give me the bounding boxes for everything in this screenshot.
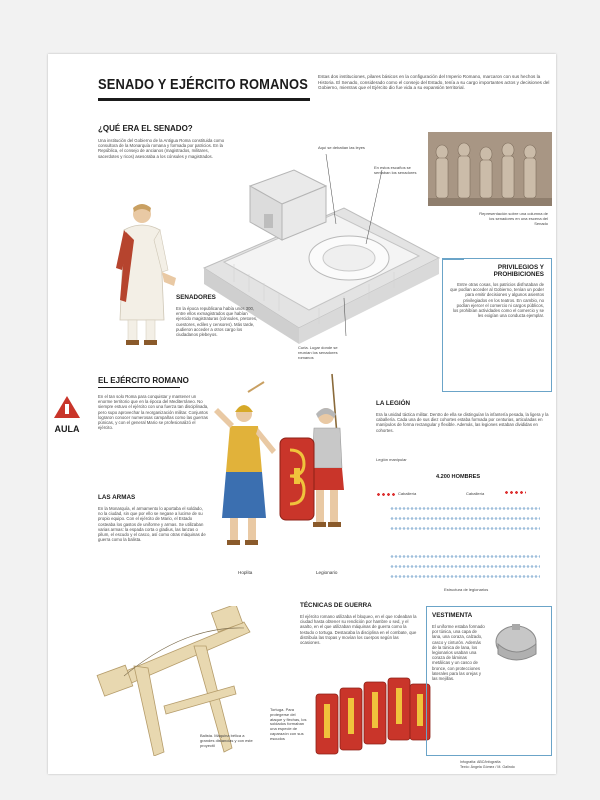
soldiers-illustration: [208, 372, 368, 568]
armas-text: En la Monarquía, el armamento lo aportaba el soldado, no la ciudad, sin que por ello se negase a lucirse de su propio equipo. Con el ejército de Mario, el Estado costeaba los gastos de uniforme y armas. Se utilizaban varias armas: la espada corta o gladius, las lanzas o pilum, el escudo y el casco, así como otras máquinas de guerra como la balista.: [98, 506, 206, 543]
cavalry-label-left: Caballería: [398, 491, 417, 496]
ejercito-rule: [98, 387, 180, 388]
ejercito-text: En el tan solo Roma para conquistar y mantener un enorme territorio que en la época del Mediterráneo. No siempre estuvo el ejército con una fuerza tan disciplinada, pero supo aprovechar la reorganización militar. Conjuntos lograron conocer numerosas campañas como las guerras púnicas, y con el general Mario se profesionalizó el ejército.: [98, 394, 209, 431]
aula-badge-label: AULA: [54, 424, 80, 434]
legion-row-3: [390, 526, 540, 531]
legion-heading: LA LEGIÓN: [376, 400, 411, 407]
cavalry-dots-left: [376, 492, 396, 497]
legion-row-6: [390, 574, 540, 579]
testudo-caption: Tortuga. Para protegerse del ataque y flechas, los soldados formaban una especie de caparazón con sus escudos: [270, 707, 307, 741]
relief-caption: Representación sobre una columna de los senadores en una escena del Senado: [479, 211, 548, 226]
senators-relief-photo: [428, 132, 552, 206]
vestimenta-text: El uniforme estaba formado por túnica, una capa de lana, una coraza, calzado, casco y cinturón. Además de la túnica de lana, los legionarios usaban una coraza de láminas metálicas y un casco de bronce, con protecciones laterales para las orejas y las mejillas.: [432, 624, 485, 682]
legion-row-5: [390, 564, 540, 569]
helmet-illustration: [488, 620, 546, 666]
senado-text: Una institución del Gobierno de la Antigua Roma constituida como consultora de la Monarquía romana y formada por patricios. En la República, el consejo de ancianos (magistrados, militares, sacerdotes y ricos) asesoraba a los cónsules y magistrados.: [98, 138, 225, 159]
page-title: SENADO Y EJÉRCITO ROMANOS: [98, 76, 309, 93]
armas-heading: LAS ARMAS: [98, 494, 136, 501]
legion-total: 4.200 HOMBRES: [436, 474, 481, 480]
legion-row-2: [390, 516, 540, 521]
ejercito-heading: EL EJÉRCITO ROMANO: [98, 376, 189, 385]
aula-badge: [54, 396, 80, 436]
curia-label-debate: Aquí se debatían las leyes: [318, 145, 365, 150]
credit-text: Texto: Ángela Gómez / M. Galindo: [460, 765, 515, 769]
curia-label-seats: En estos escaños se sentaban los senadores: [374, 165, 417, 175]
testudo-illustration: [306, 674, 436, 764]
senado-heading: ¿QUÉ ERA EL SENADO?: [98, 124, 193, 133]
intro-text: Estas dos instituciones, pilares básicos en la configuración del Imperio Romano, marcaron con sus hechos la Historia. El Senado, considerado como el consejo del Estado, tenía a su cargo importantes actos y decisiones del Gobierno, mientras que el Ejército dio fue vida a su expansión territorial.: [318, 74, 550, 91]
legionary-label: Legionario: [316, 570, 338, 575]
legion-row-1: [390, 506, 540, 511]
senator-illustration: [106, 200, 182, 360]
tecnicas-text: El ejército romano utilizaba el bloqueo, en el que rodeaban la ciudad hasta obtener su rendición por hambre o sed, y el asalto, en el que utilizaban máquinas de guerra como la testudo o tortuga. Destacaba la disciplina en el combate, que distribuía las tropas y movían los cuerpos según las ocasiones.: [300, 614, 417, 646]
privilegios-heading: PRIVILEGIOS Y PROHIBICIONES: [493, 264, 544, 278]
tecnicas-heading: TÉCNICAS DE GUERRA: [300, 602, 372, 609]
legion-sublabel: Legión manipular: [376, 457, 407, 462]
hoplite-label: Hoplita: [238, 570, 253, 575]
cavalry-label-right: Caballería: [466, 491, 485, 496]
senadores-text: En la época republicana había unos 300, entre ellos exmagistrados que habían ejercido magistraturas (cónsules, pretores, cuestores, ediles y censores). Más tarde, pudieron acceder a otros cargo los ciudadanos plebeyos.: [176, 306, 258, 338]
ballista-caption: Balista. Máquina bélica a grandes distancias y con este proyectil: [200, 733, 253, 748]
curia-caption: Curia. Lugar donde se reunían los senadores romanos: [298, 345, 338, 360]
privilegios-text: Entre otras cosas, los patricios disfrutaban de que podían acceder al Gobierno, tenían un poder para emitir decisiones y algunos asientos privilegiados en los teatros. En cambio, no podían ejercer el comercio ni cargos públicos, los prohibían actividades como el comercio y se les exigían una conducta ejemplar.: [450, 282, 544, 319]
legion-text: Era la unidad táctica militar. Dentro de ella se distinguían la infantería pesada, la ligera y la caballería. Cada una de sus diez cohortes estaba formada por centurias, articuladas en manípulos de forma rectangular y flexible. Además, las legiones estaban divididas en cohortes.: [376, 412, 549, 433]
legion-caption: Estructura de legionarios: [444, 587, 489, 592]
title-rule: [98, 98, 310, 101]
credit-graphics: Infografía: ABC/Infografía: [460, 760, 501, 764]
vestimenta-heading: VESTIMENTA: [432, 612, 473, 619]
privilegios-accent: [442, 258, 464, 260]
cavalry-dots-right: [504, 490, 526, 495]
aula-badge-icon: [54, 396, 80, 418]
senadores-heading: SENADORES: [176, 294, 216, 301]
privilegios-box: [442, 258, 552, 392]
infographic-sheet: [48, 54, 556, 774]
legion-row-4: [390, 554, 540, 559]
